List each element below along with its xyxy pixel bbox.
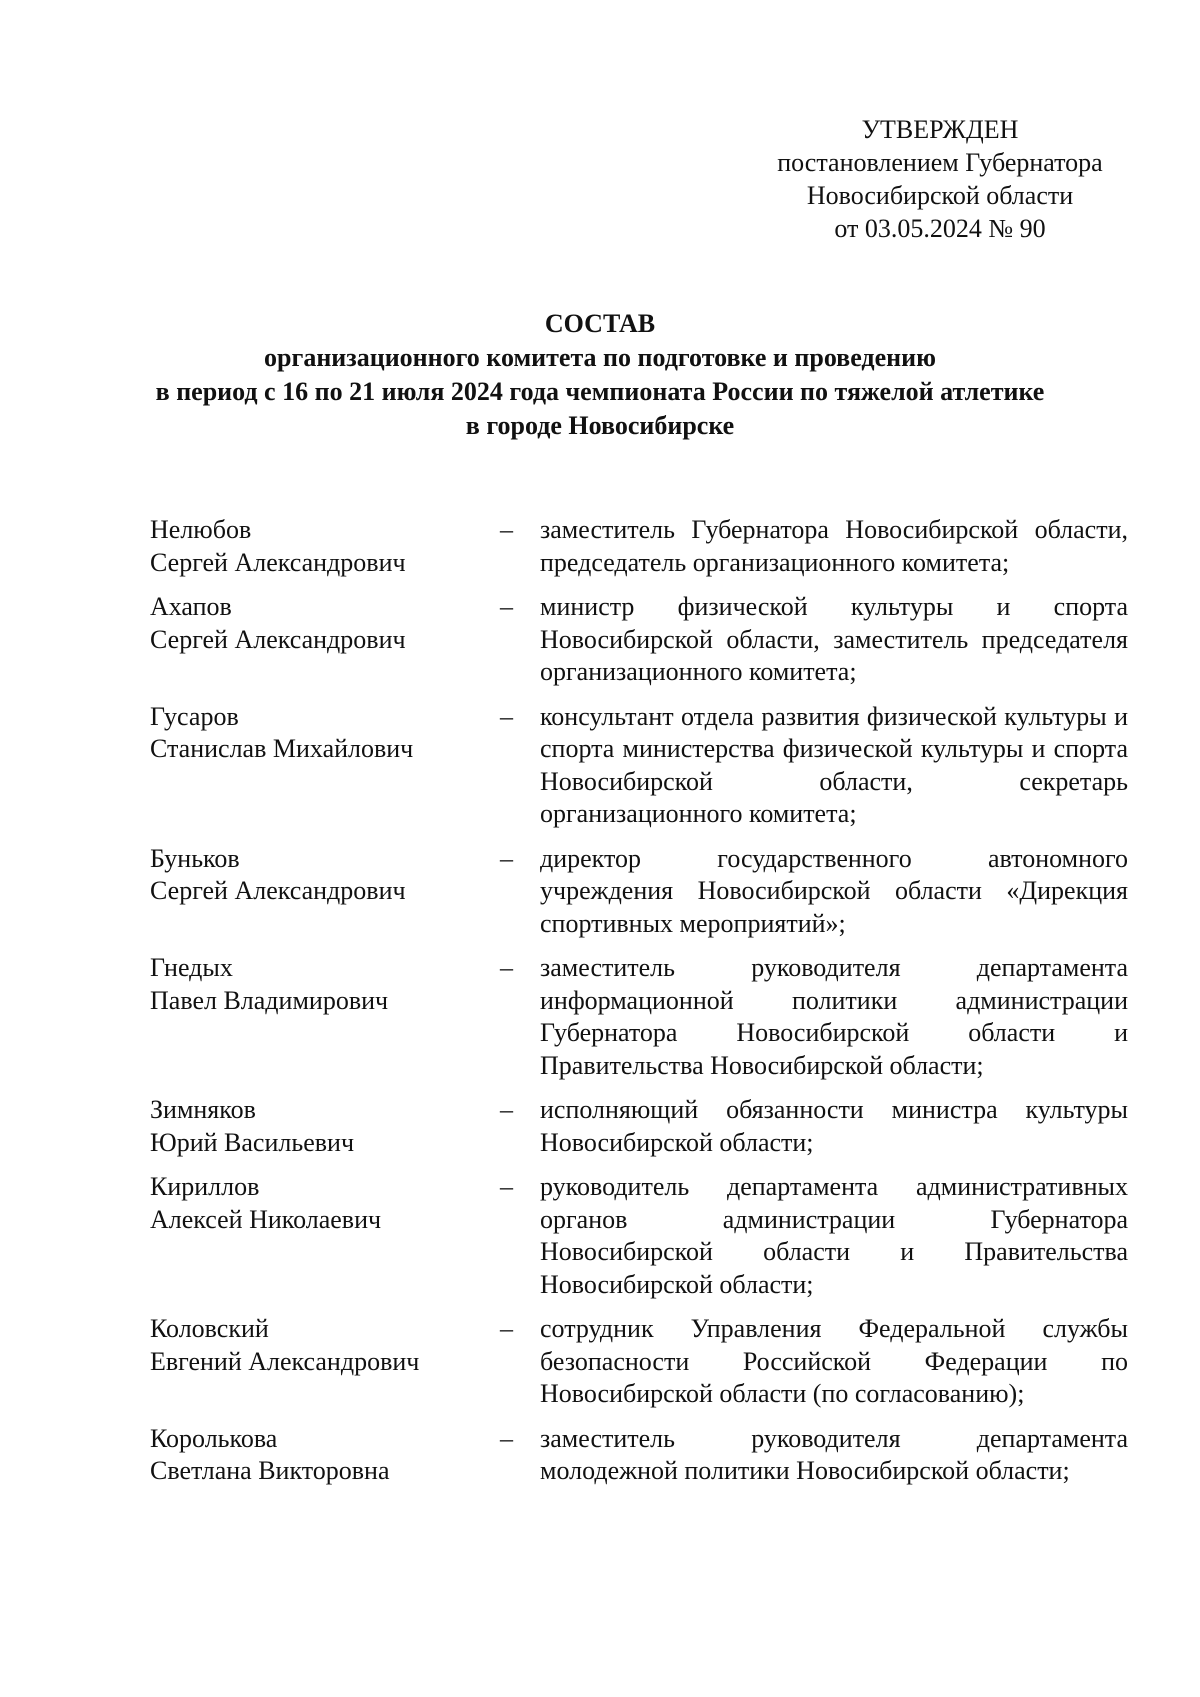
- member-row: [150, 1423, 1140, 1488]
- member-row: [150, 1313, 1140, 1411]
- member-given-names: Сергей Александрович: [150, 547, 406, 577]
- member-role: консультант отдела развития физической культуры и спорта министерства физической культуры и спорта Новосибирской области, секретарь организационного комитета;: [540, 701, 1128, 828]
- approval-stamp: [760, 113, 1120, 245]
- member-name: [150, 1171, 500, 1236]
- member-given-names: Станислав Михайлович: [150, 734, 414, 763]
- member-given-names: Алексей Николаевич: [150, 1204, 382, 1234]
- member-row: [150, 952, 1140, 1082]
- member-role: директор государственного автономного учреждения Новосибирской области «Дирекция спортивных мероприятий»;: [540, 843, 1128, 938]
- member-list: [150, 514, 1140, 1488]
- member-given-names: Светлана Викторовна: [150, 1456, 390, 1485]
- member-role: заместитель руководителя департамента молодежной политики Новосибирской области;: [540, 1423, 1128, 1485]
- title-heading: СОСТАВ: [544, 309, 656, 338]
- title-line-4: в городе Новосибирске: [465, 411, 735, 440]
- dash-separator: –: [500, 1172, 513, 1201]
- dash-separator: –: [500, 953, 513, 982]
- dash-separator: –: [500, 515, 513, 544]
- member-row: [150, 1094, 1140, 1159]
- dash-separator: –: [500, 701, 513, 731]
- member-given-names: Сергей Александрович: [150, 624, 406, 654]
- member-name: [150, 1094, 500, 1159]
- approval-date-number: от 03.05.2024 № 90: [834, 214, 1046, 243]
- dash-separator: –: [500, 592, 513, 621]
- approval-region-line: Новосибирской области: [806, 181, 1074, 210]
- member-name: [150, 1423, 500, 1488]
- member-row: [150, 701, 1140, 831]
- member-given-names: Павел Владимирович: [150, 985, 389, 1015]
- member-role: руководитель департамента административных органов администрации Губернатора Новосибирской области и Правительства Новосибирской области;: [540, 1172, 1128, 1299]
- member-surname: Гнедых: [150, 953, 233, 982]
- approval-decree-line: постановлением Губернатора: [777, 148, 1103, 177]
- dash-separator: –: [500, 1423, 513, 1453]
- dash-separator: –: [500, 1314, 513, 1343]
- member-surname: Гусаров: [150, 701, 239, 731]
- member-role: министр физической культуры и спорта Новосибирской области, заместитель председателя организационного комитета;: [540, 592, 1128, 686]
- title-line-3: в период с 16 по 21 июля 2024 года чемпионата России по тяжелой атлетике: [155, 377, 1045, 406]
- member-surname: Нелюбов: [150, 515, 252, 544]
- member-row: [150, 843, 1140, 941]
- member-row: [150, 1171, 1140, 1301]
- dash-separator: –: [500, 843, 513, 873]
- member-surname: Коловский: [150, 1314, 269, 1343]
- member-row: [150, 514, 1140, 579]
- member-role: исполняющий обязанности министра культуры Новосибирской области;: [540, 1095, 1128, 1157]
- member-surname: Королькова: [150, 1423, 278, 1453]
- title-line-2: организационного комитета по подготовке и проведению: [264, 343, 936, 372]
- member-name: [150, 843, 500, 908]
- member-row: [150, 591, 1140, 689]
- member-name: [150, 701, 500, 766]
- member-name: [150, 591, 500, 656]
- member-given-names: Юрий Васильевич: [150, 1127, 355, 1157]
- member-name: [150, 1313, 500, 1378]
- member-role: заместитель Губернатора Новосибирской области, председатель организационного комитета;: [540, 515, 1128, 577]
- dash-separator: –: [500, 1095, 513, 1124]
- member-role: заместитель руководителя департамента информационной политики администрации Губернатора Новосибирской области и Правительства Новосибирской области;: [540, 953, 1128, 1080]
- member-given-names: Евгений Александрович: [150, 1346, 420, 1376]
- member-surname: Ахапов: [150, 592, 232, 621]
- member-surname: Зимняков: [150, 1095, 256, 1124]
- member-surname: Кириллов: [150, 1172, 260, 1201]
- member-given-names: Сергей Александрович: [150, 876, 406, 905]
- member-name: [150, 952, 500, 1017]
- member-surname: Буньков: [150, 843, 240, 873]
- document-title: [100, 307, 1100, 443]
- member-role: сотрудник Управления Федеральной службы безопасности Российской Федерации по Новосибирской области (по согласованию);: [540, 1314, 1128, 1408]
- approval-heading: УТВЕРЖДЕН: [861, 115, 1019, 144]
- member-name: [150, 514, 500, 579]
